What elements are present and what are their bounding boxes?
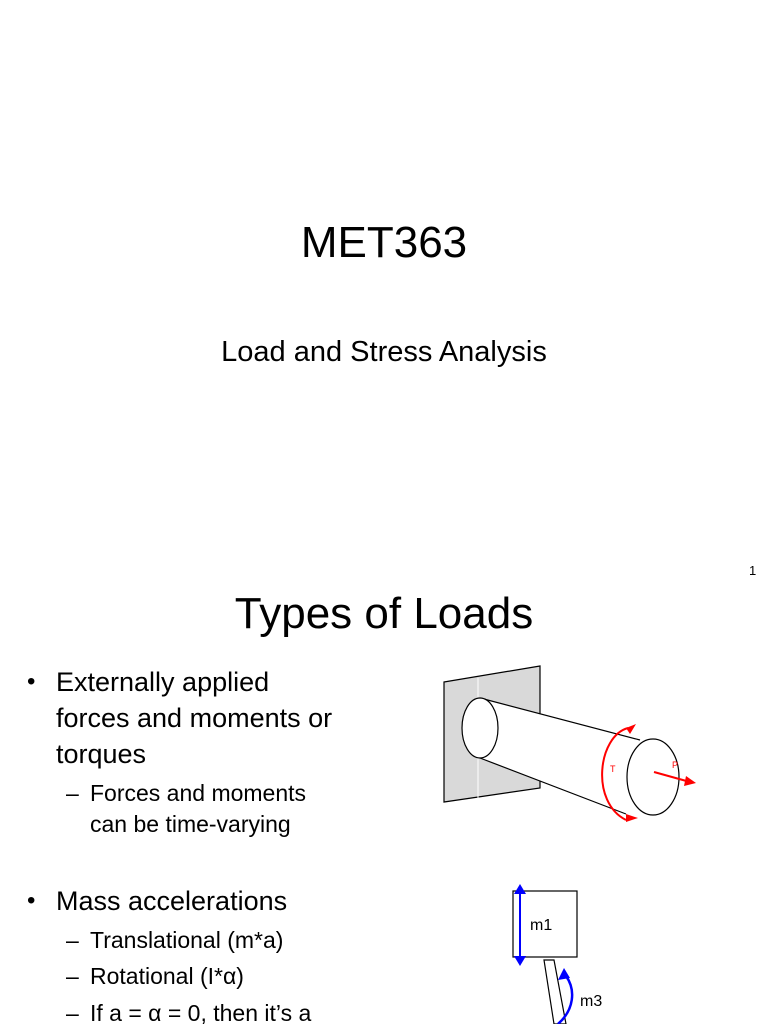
sub-bullet-line: Translational (m*a): [90, 927, 284, 953]
torque-arrowhead-top: [626, 724, 636, 734]
sub-bullet-marker: –: [66, 1000, 79, 1026]
link-rod: [544, 960, 566, 1024]
sub-bullet-marker: –: [66, 780, 79, 806]
force-arrowhead: [684, 776, 696, 786]
bullet-marker: •: [27, 887, 36, 914]
shaft-load-figure: [440, 662, 710, 822]
shaft-body-fill: [480, 698, 640, 814]
sub-bullet-marker: –: [66, 963, 79, 989]
mass3-label: m3: [580, 993, 603, 1010]
torque-label: T: [610, 764, 616, 774]
sub-bullet-line: can be time-varying: [90, 811, 291, 837]
slide1-subtitle: Load and Stress Analysis: [221, 336, 547, 368]
bullet-line: Mass accelerations: [56, 886, 288, 916]
bullet-line: forces and moments or: [56, 703, 333, 733]
sub-bullet-marker: –: [66, 927, 79, 953]
mass1-label: m1: [530, 917, 553, 934]
mass1-arrowhead-up: [514, 884, 526, 894]
bullet-marker: •: [27, 668, 36, 695]
slide2-title: Types of Loads: [234, 589, 534, 638]
sub-bullet-line: Forces and moments: [90, 780, 307, 806]
shaft-near-end: [462, 698, 498, 758]
bullet-line: Externally applied: [56, 667, 270, 697]
force-label: P: [672, 760, 679, 770]
mass1-arrowhead-down: [514, 956, 526, 966]
sub-bullet-line: If a = α = 0, then it’s a: [90, 1000, 312, 1026]
torque-arrowhead-bottom: [626, 814, 638, 822]
mass-acceleration-figure: [508, 880, 628, 1024]
page-number: 1: [749, 563, 757, 578]
rotation-arrowhead: [558, 968, 570, 980]
slide1-title: MET363: [300, 218, 468, 267]
sub-bullet-line: Rotational (I*α): [90, 963, 244, 989]
bullet-line: torques: [56, 739, 147, 769]
